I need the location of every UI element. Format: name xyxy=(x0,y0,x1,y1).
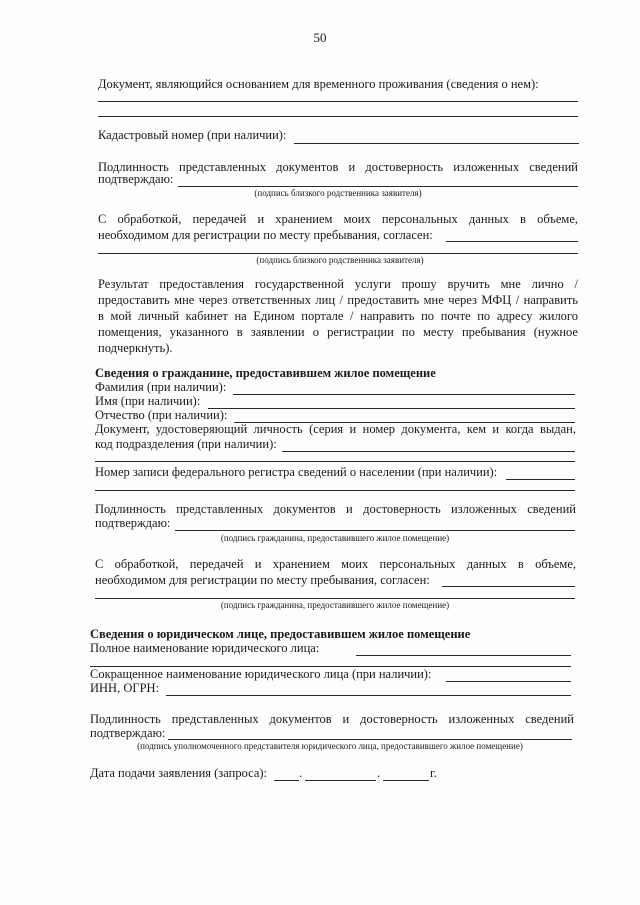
citizen-name-field[interactable] xyxy=(208,408,575,409)
submission-date-dot-1: . xyxy=(299,766,303,780)
submission-date-dot-2: . xyxy=(377,766,381,780)
legal-confirm-signature-line[interactable] xyxy=(168,739,572,740)
citizen-consent-field[interactable] xyxy=(442,586,575,587)
citizen-consent-signature-line[interactable] xyxy=(95,598,575,599)
result-line-1: Результат предоставления государственной услуги прошу вручить мне лично / xyxy=(98,277,578,291)
relative-consent-field[interactable] xyxy=(446,241,578,242)
citizen-id-doc-field-2[interactable] xyxy=(95,461,575,462)
legal-confirm-line-2: подтверждаю: xyxy=(90,726,166,740)
residence-doc-line-1[interactable] xyxy=(98,101,578,102)
cadastral-label: Кадастровый номер (при наличии): xyxy=(98,128,287,142)
citizen-confirm-line-1: Подлинность представленных документов и достоверность изложенных сведений xyxy=(95,502,576,516)
result-line-4: помещения, указанного в заявлении о регистрации по месту пребывания (нужное xyxy=(98,325,578,339)
cadastral-field[interactable] xyxy=(294,143,579,144)
legal-short-name-field[interactable] xyxy=(446,681,571,682)
submission-date-label: Дата подачи заявления (запроса): xyxy=(90,766,268,780)
relative-consent-line-1: С обработкой, передачей и хранением моих персональных данных в объеме, xyxy=(98,212,578,226)
residence-doc-label: Документ, являющийся основанием для временного проживания (сведения о нем): xyxy=(98,77,539,91)
relative-confirm-line-2: подтверждаю: xyxy=(98,172,174,186)
relative-consent-signature-line[interactable] xyxy=(98,253,578,254)
citizen-consent-line-2: необходимом для регистрации по месту пребывания, согласен: xyxy=(95,573,430,587)
legal-confirm-caption: (подпись уполномоченного представителя юридического лица, предоставившего жилое помещение) xyxy=(137,741,523,751)
submission-date-year-field[interactable] xyxy=(383,780,429,781)
citizen-surname-label: Фамилия (при наличии): xyxy=(95,380,227,394)
legal-section-heading: Сведения о юридическом лице, предоставившем жилое помещение xyxy=(90,627,471,641)
relative-consent-caption: (подпись близкого родственника заявителя) xyxy=(256,255,424,265)
citizen-confirm-signature-line[interactable] xyxy=(175,530,575,531)
citizen-section-heading: Сведения о гражданине, предоставившем жилое помещение xyxy=(95,366,436,380)
legal-full-name-label: Полное наименование юридического лица: xyxy=(90,641,320,655)
citizen-patronymic-label: Отчество (при наличии): xyxy=(95,408,228,422)
page-number: 50 xyxy=(313,30,327,45)
citizen-register-label: Номер записи федерального регистра сведений о населении (при наличии): xyxy=(95,465,498,479)
result-line-2: предоставить мне через ответственных лиц / предоставить мне через МФЦ / направить xyxy=(98,293,578,307)
citizen-consent-caption: (подпись гражданина, предоставившего жилое помещение) xyxy=(220,600,450,610)
legal-short-name-label: Сокращенное наименование юридического лица (при наличии): xyxy=(90,667,432,681)
result-line-5: подчеркнуть). xyxy=(98,341,173,355)
citizen-confirm-caption: (подпись гражданина, предоставившего жилое помещение) xyxy=(220,533,450,543)
citizen-surname-field[interactable] xyxy=(233,394,575,395)
citizen-confirm-line-2: подтверждаю: xyxy=(95,516,171,530)
legal-confirm-line-1: Подлинность представленных документов и достоверность изложенных сведений xyxy=(90,712,574,726)
result-line-3: в мой личный кабинет на Едином портале / направить по почте по адресу жилого xyxy=(98,309,578,323)
relative-consent-line-2: необходимом для регистрации по месту пребывания, согласен: xyxy=(98,228,433,242)
citizen-register-field-2[interactable] xyxy=(95,490,575,491)
submission-date-month-field[interactable] xyxy=(305,780,376,781)
submission-date-day-field[interactable] xyxy=(274,780,299,781)
citizen-id-doc-line-1: Документ, удостоверяющий личность (серия и номер документа, кем и когда выдан, xyxy=(95,422,576,436)
legal-full-name-field[interactable] xyxy=(356,655,571,656)
relative-confirm-caption: (подпись близкого родственника заявителя) xyxy=(254,188,422,198)
legal-inn-field[interactable] xyxy=(166,695,571,696)
submission-date-year-suffix: г. xyxy=(430,766,437,780)
citizen-name-label: Имя (при наличии): xyxy=(95,394,201,408)
legal-inn-label: ИНН, ОГРН: xyxy=(90,681,160,695)
citizen-register-field[interactable] xyxy=(506,479,575,480)
residence-doc-line-2[interactable] xyxy=(98,116,578,117)
citizen-id-doc-field-1[interactable] xyxy=(282,451,575,452)
relative-confirm-signature-line[interactable] xyxy=(178,186,578,187)
citizen-id-doc-line-2: код подразделения (при наличии): xyxy=(95,437,277,451)
citizen-consent-line-1: С обработкой, передачей и хранением моих персональных данных в объеме, xyxy=(95,557,576,571)
relative-confirm-line-1: Подлинность представленных документов и достоверность изложенных сведений xyxy=(98,160,578,174)
